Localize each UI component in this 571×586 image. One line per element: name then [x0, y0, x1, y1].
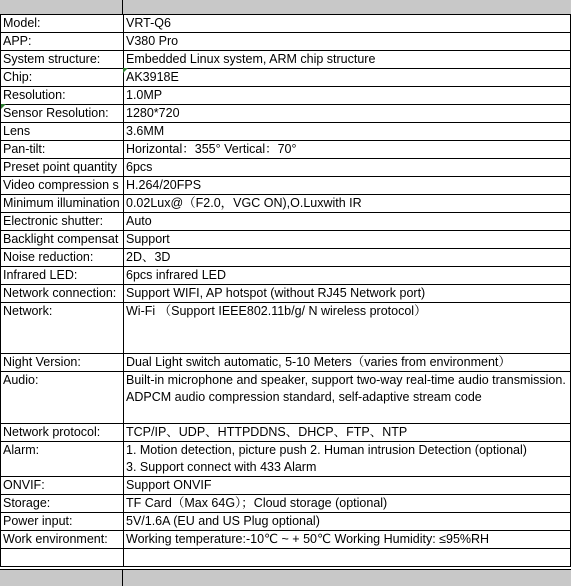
- spec-value: Working temperature:-10℃ ~ + 50℃ Working Humidity: ≤95%RH: [124, 531, 571, 549]
- spec-row: [1, 495, 571, 513]
- spec-value: 2D、3D: [124, 249, 571, 267]
- spec-value: 1280*720: [124, 105, 571, 123]
- spec-table: [0, 14, 571, 567]
- spec-row: [1, 477, 571, 495]
- spec-row: [1, 123, 571, 141]
- spec-label: Network connection:: [1, 285, 124, 303]
- spec-value: AK3918E: [124, 69, 571, 87]
- spec-label: APP:: [1, 33, 124, 51]
- spec-value: 6pcs infrared LED: [124, 267, 571, 285]
- spec-label: [1, 549, 124, 567]
- spec-row: [1, 15, 571, 33]
- spec-value: 1.0MP: [124, 87, 571, 105]
- spec-row: [1, 424, 571, 442]
- spec-label: Chip:: [1, 69, 124, 87]
- spec-row: [1, 442, 571, 477]
- spec-row: [1, 303, 571, 354]
- spec-value: Embedded Linux system, ARM chip structure: [124, 51, 571, 69]
- spec-label: Night Version:: [1, 354, 124, 372]
- spec-value: Built-in microphone and speaker, support two-way real-time audio transmission. ADPCM audio compression standard, self-adaptive stream code: [124, 372, 571, 424]
- spec-value-line: 3. Support connect with 433 Alarm: [126, 460, 317, 474]
- spec-row: [1, 87, 571, 105]
- spec-row: [1, 267, 571, 285]
- spec-row: [1, 213, 571, 231]
- spec-row: [1, 141, 571, 159]
- spec-label: Electronic shutter:: [1, 213, 124, 231]
- spec-row: [1, 69, 571, 87]
- spec-label: Minimum illumination: [1, 195, 124, 213]
- spec-value: [124, 549, 571, 567]
- spec-value: TCP/IP、UDP、HTTPDDNS、DHCP、FTP、NTP: [124, 424, 571, 442]
- spec-value: 5V/1.6A (EU and US Plug optional): [124, 513, 571, 531]
- spec-value: Support ONVIF: [124, 477, 571, 495]
- spec-value: TF Card（Max 64G）；Cloud storage (optional): [124, 495, 571, 513]
- spec-value: Support: [124, 231, 571, 249]
- spec-label: Infrared LED:: [1, 267, 124, 285]
- spec-row: [1, 285, 571, 303]
- spec-row: [1, 249, 571, 267]
- spec-row: [1, 354, 571, 372]
- spec-label: Network protocol:: [1, 424, 124, 442]
- spec-value: 3.6MM: [124, 123, 571, 141]
- spec-label: Storage:: [1, 495, 124, 513]
- spec-row: [1, 159, 571, 177]
- spec-value: Support WIFI, AP hotspot (without RJ45 Network port): [124, 285, 571, 303]
- spec-label: Pan-tilt:: [1, 141, 124, 159]
- spec-label: Network:: [1, 303, 124, 354]
- spec-label: Video compression s: [1, 177, 124, 195]
- spec-label: Resolution:: [1, 87, 124, 105]
- spec-value: Dual Light switch automatic, 5-10 Meters（varies from environment）: [124, 354, 571, 372]
- spec-label: Alarm:: [1, 442, 124, 477]
- spec-value: H.264/20FPS: [124, 177, 571, 195]
- spec-label: ONVIF:: [1, 477, 124, 495]
- spec-row: [1, 372, 571, 424]
- spec-value: 0.02Lux@（F2.0，VGC ON),O.Luxwith IR: [124, 195, 571, 213]
- spec-value: Auto: [124, 213, 571, 231]
- spec-label: System structure:: [1, 51, 124, 69]
- spec-label: Lens: [1, 123, 124, 141]
- spec-value: V380 Pro: [124, 33, 571, 51]
- spec-row: [1, 531, 571, 549]
- spec-row: [1, 105, 571, 123]
- spec-label: Backlight compensat: [1, 231, 124, 249]
- spec-label: Power input:: [1, 513, 124, 531]
- spec-row: [1, 513, 571, 531]
- spec-value: Wi-Fi （Support IEEE802.11b/g/ N wireless protocol）: [124, 303, 571, 354]
- spec-row: [1, 33, 571, 51]
- spec-value-line: 1. Motion detection, picture push 2. Human intrusion Detection (optional): [126, 443, 527, 457]
- cell-comment-marker: [123, 68, 128, 73]
- spec-label: Model:: [1, 15, 124, 33]
- spec-row: [1, 195, 571, 213]
- spec-label: Work environment:: [1, 531, 124, 549]
- spec-value: [124, 442, 571, 477]
- header-strip: [0, 0, 571, 15]
- spec-label: Noise reduction:: [1, 249, 124, 267]
- spec-value: 6pcs: [124, 159, 571, 177]
- spec-label: Sensor Resolution:: [1, 105, 124, 123]
- spec-label: Audio:: [1, 372, 124, 424]
- spec-row: [1, 231, 571, 249]
- spec-row: [1, 51, 571, 69]
- footer-strip: [0, 569, 571, 586]
- cell-comment-marker: [1, 104, 6, 109]
- spec-row: [1, 177, 571, 195]
- spec-value: Horizontal：355° Vertical：70°: [124, 141, 571, 159]
- spec-label: Preset point quantity: [1, 159, 124, 177]
- spec-row: [1, 549, 571, 567]
- spec-value: VRT-Q6: [124, 15, 571, 33]
